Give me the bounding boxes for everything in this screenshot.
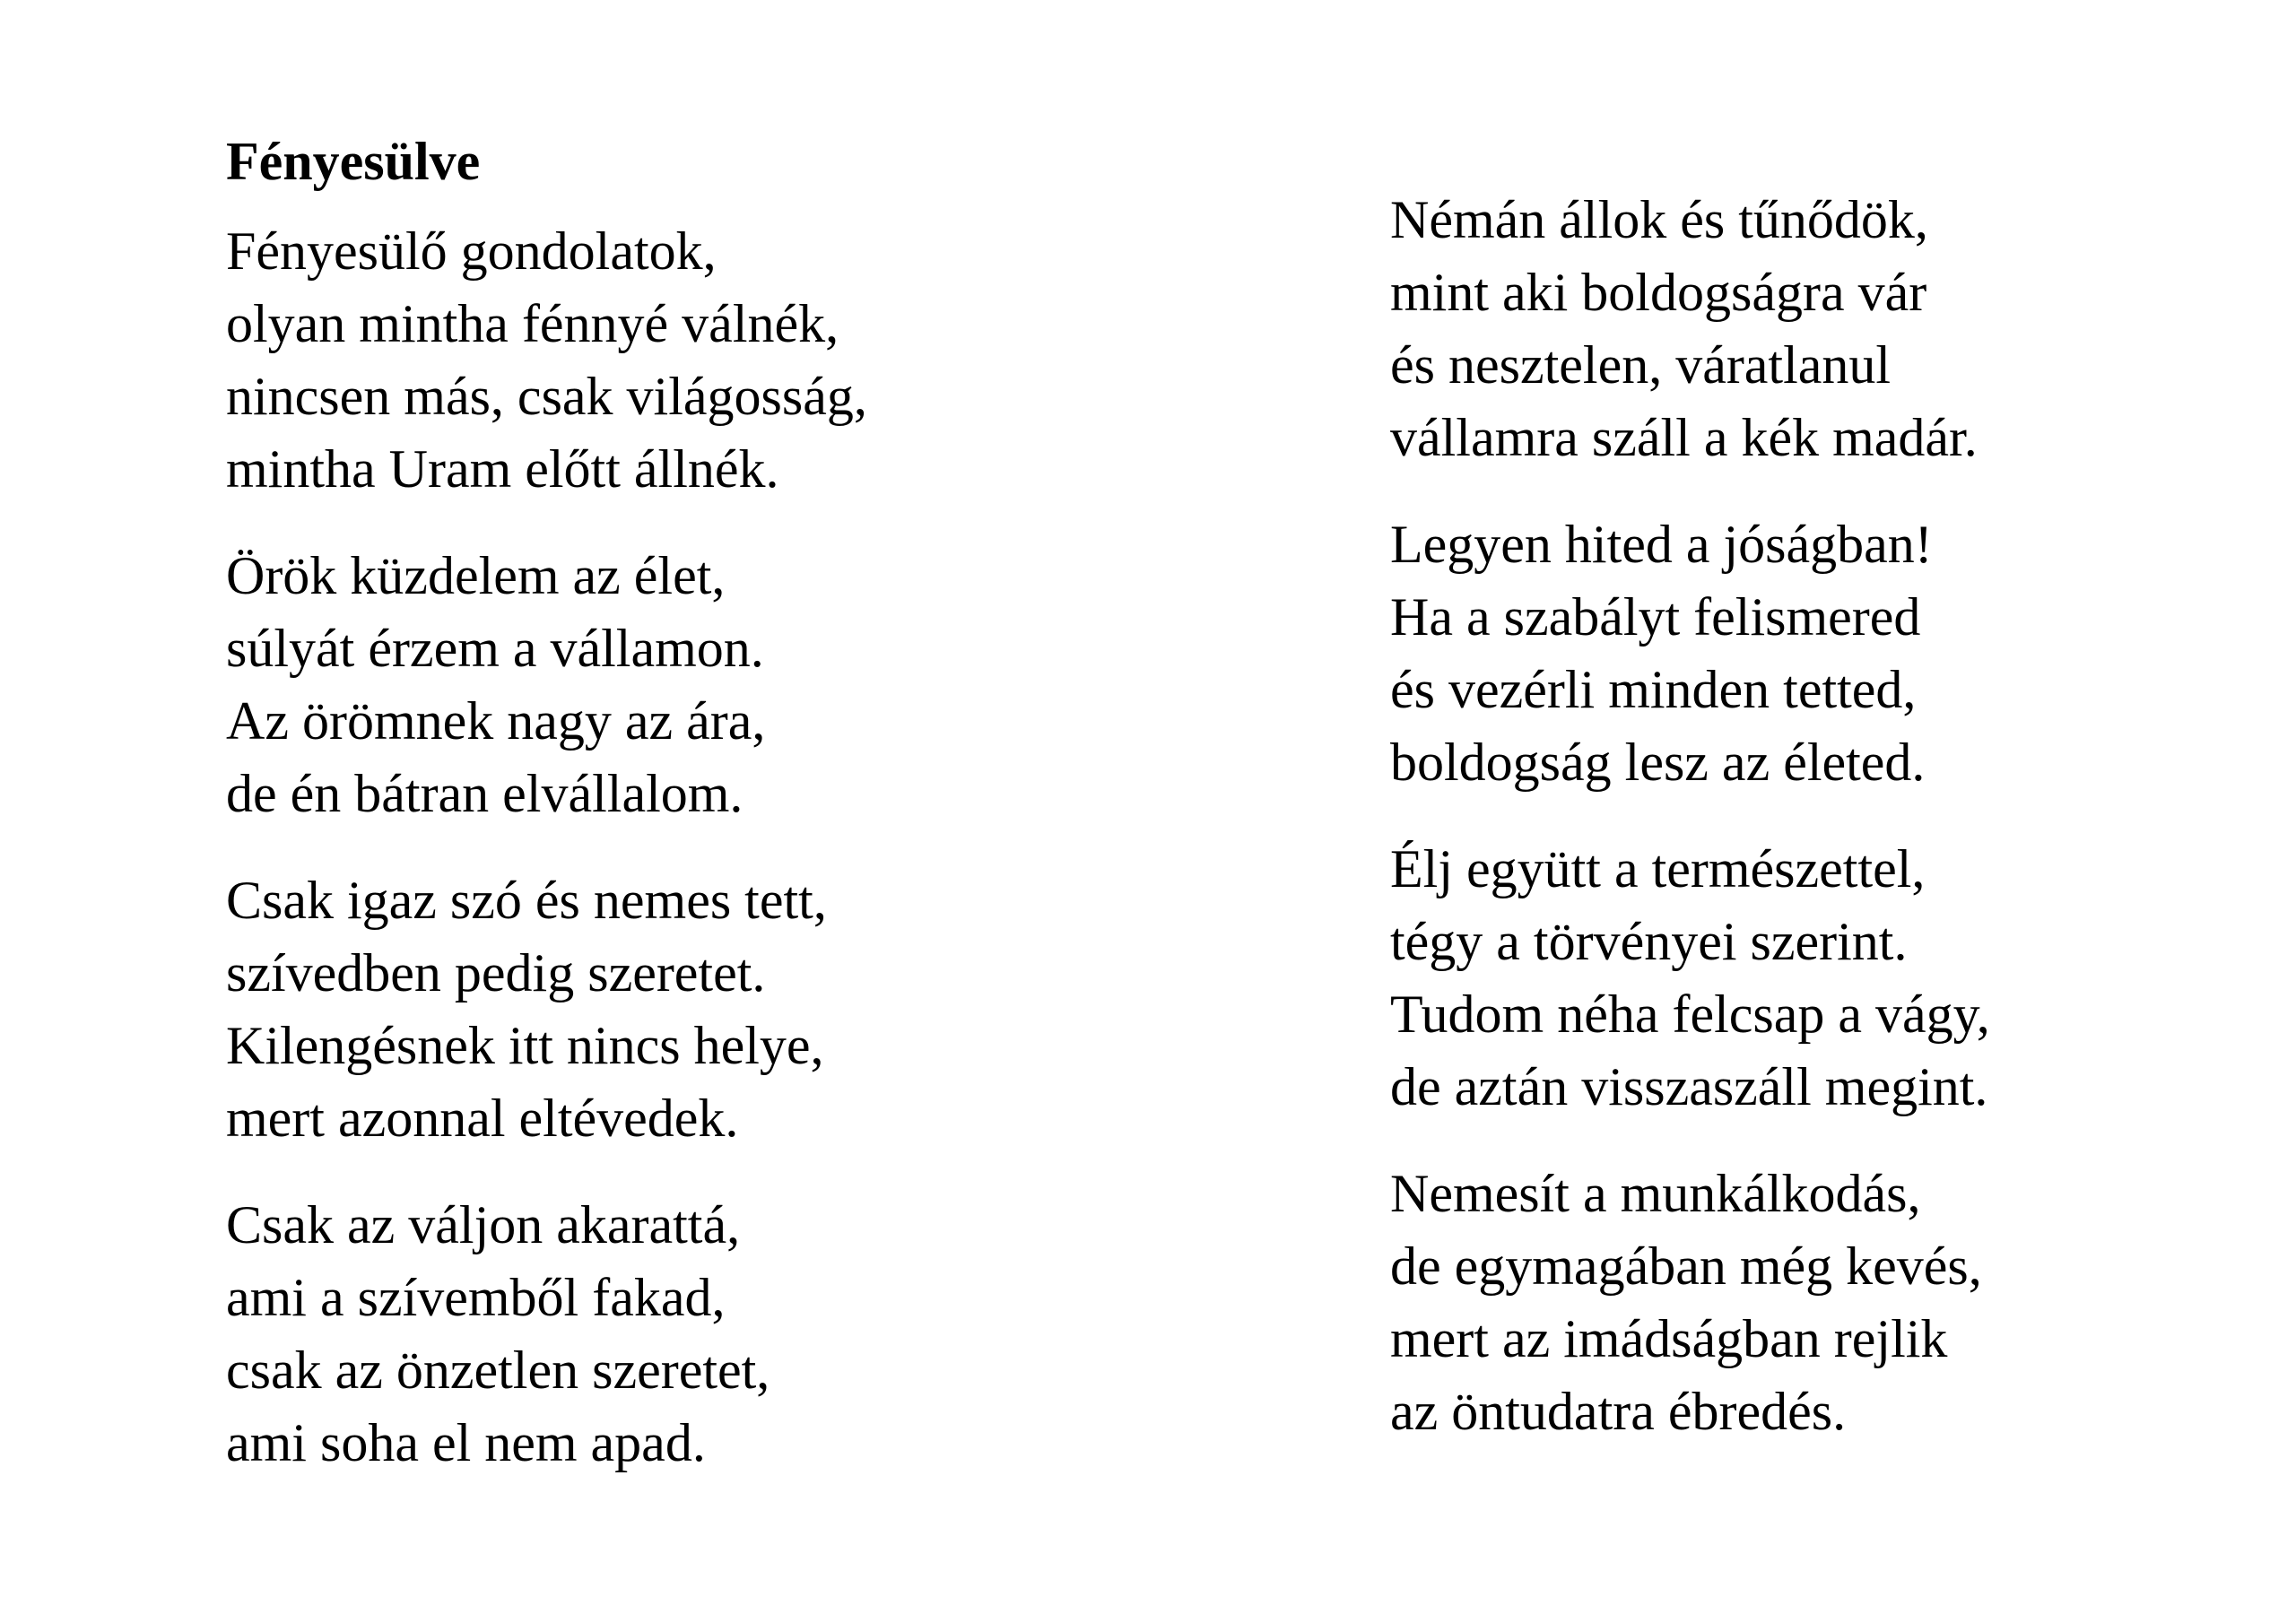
poem-line: de aztán visszaszáll megint. xyxy=(1390,1057,1988,1116)
poem-line: Tudom néha felcsap a vágy, xyxy=(1390,985,1990,1044)
poem-line: Csak az váljon akarattá, xyxy=(226,1195,741,1254)
poem-line: Élj együtt a természettel, xyxy=(1390,839,1926,898)
poem-line: boldogság lesz az életed. xyxy=(1390,733,1926,792)
stanza xyxy=(226,864,1033,1155)
poem-line: de egymagában még kevés, xyxy=(1390,1237,1982,1296)
poem-line: ami a szívemből fakad, xyxy=(226,1268,726,1327)
stanza xyxy=(1390,1158,2197,1448)
poem-line: Nemesít a munkálkodás, xyxy=(1390,1164,1921,1223)
poem-line: Legyen hited a jóságban! xyxy=(1390,515,1933,574)
stanza xyxy=(226,540,1033,830)
poem-line: Csak igaz szó és nemes tett, xyxy=(226,871,827,930)
poem-line: súlyát érzem a vállamon. xyxy=(226,619,764,678)
poem-line: és nesztelen, váratlanul xyxy=(1390,335,1892,395)
poem-line: szívedben pedig szeretet. xyxy=(226,943,766,1002)
stanza xyxy=(1390,833,2197,1124)
stanza xyxy=(1390,184,2197,474)
poem-line: Örök küzdelem az élet, xyxy=(226,546,726,605)
poem-line: ami soha el nem apad. xyxy=(226,1413,706,1472)
poem-line: Ha a szabályt felismered xyxy=(1390,587,1921,647)
poem-line: Az örömnek nagy az ára, xyxy=(226,691,766,751)
poem-line: mert az imádságban rejlik xyxy=(1390,1309,1948,1368)
poem-line: olyan mintha fénnyé válnék, xyxy=(226,294,839,353)
poem-line: Fényesülő gondolatok, xyxy=(226,221,717,281)
left-column xyxy=(226,126,1033,1514)
poem-line: Némán állok és tűnődök, xyxy=(1390,190,1928,249)
stanza xyxy=(226,215,1033,506)
stanza xyxy=(1390,508,2197,799)
poem-line: mintha Uram előtt állnék. xyxy=(226,439,779,499)
poem-line: mert azonnal eltévedek. xyxy=(226,1089,739,1148)
poem-line: de én bátran elvállalom. xyxy=(226,764,744,823)
poem-line: tégy a törvényei szerint. xyxy=(1390,912,1908,971)
poem-line: az öntudatra ébredés. xyxy=(1390,1382,1847,1441)
poem-line: Kilengésnek itt nincs helye, xyxy=(226,1016,824,1075)
poem-line: nincsen más, csak világosság, xyxy=(226,367,867,426)
stanza xyxy=(226,1189,1033,1480)
poem-line: és vezérli minden tetted, xyxy=(1390,660,1917,719)
poem-line: mint aki boldogságra vár xyxy=(1390,263,1927,322)
poem-line: vállamra száll a kék madár. xyxy=(1390,408,1978,467)
poem-line: csak az önzetlen szeretet, xyxy=(226,1341,770,1400)
poem-title: Fényesülve xyxy=(226,132,481,191)
right-column xyxy=(1390,184,2197,1482)
